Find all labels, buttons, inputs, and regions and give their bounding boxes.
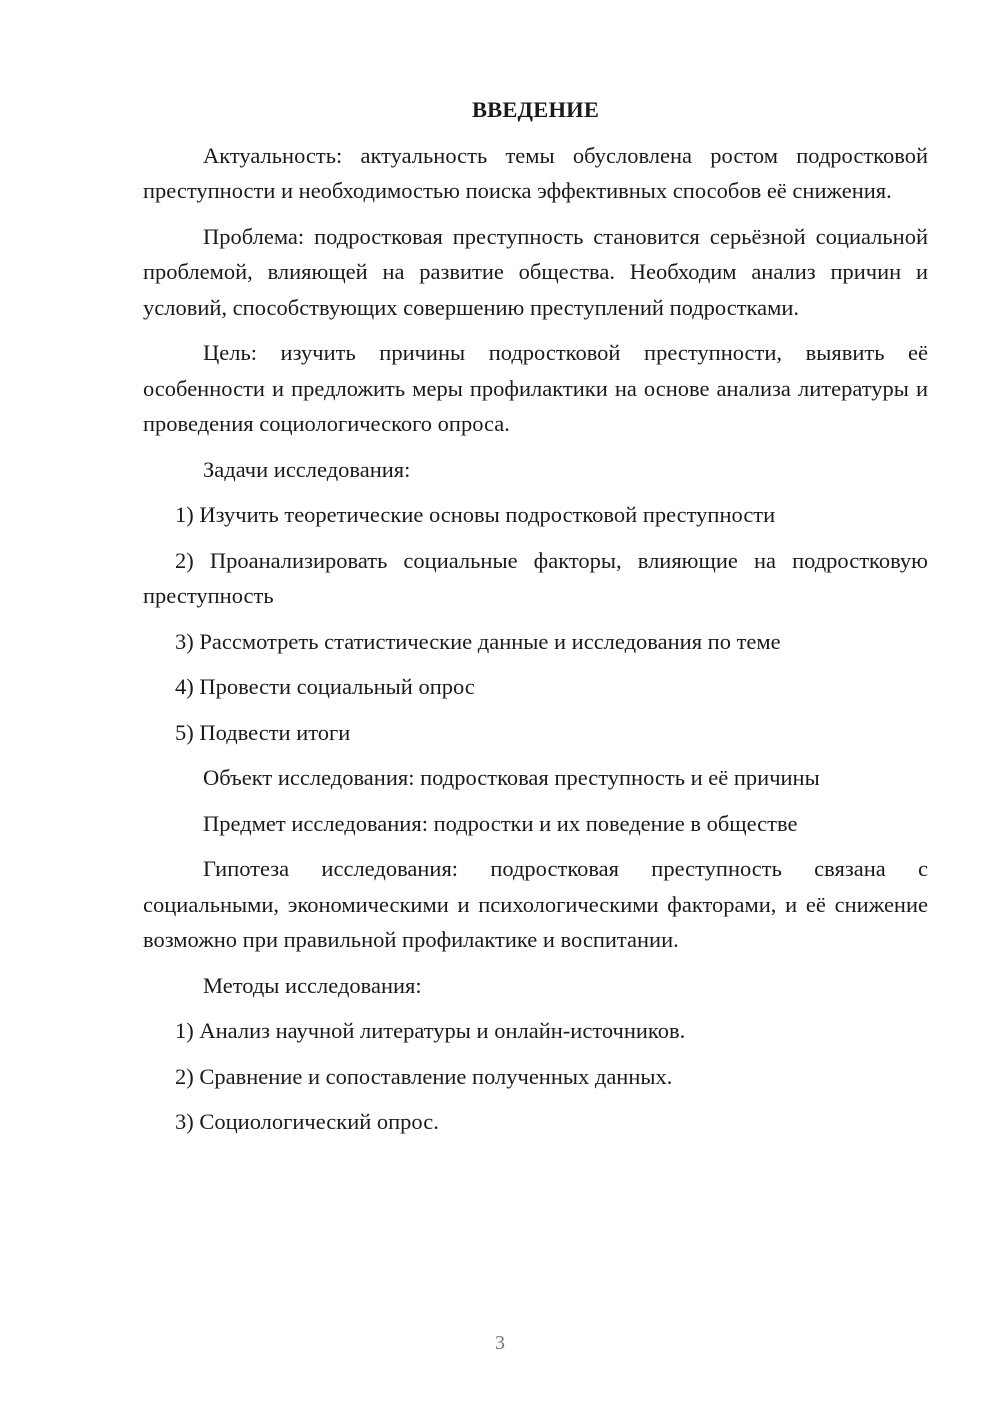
- task-item: 5) Подвести итоги: [175, 719, 351, 745]
- document-page: [143, 92, 928, 1150]
- problem-paragraph: Проблема: подростковая преступность становится серьёзной социальной проблемой, влияющей на развитие общества. Необходим анализ причин и условий, способствующих совершению преступлений подростками.: [143, 223, 928, 320]
- task-item: 4) Провести социальный опрос: [175, 674, 475, 699]
- tasks-heading: Задачи исследования:: [203, 456, 411, 482]
- relevance-paragraph: Актуальность: актуальность темы обусловлена ростом подростковой преступности и необходимостью поиска эффективных способов её снижения.: [143, 142, 928, 203]
- method-item: 3) Социологический опрос.: [175, 1109, 439, 1134]
- task-item: 1) Изучить теоретические основы подростковой преступности: [175, 502, 776, 527]
- hypothesis-paragraph: Гипотеза исследования: подростковая преступность связана с социальными, экономическими и психологическими факторами, и её снижение возможно при правильной профилактике и воспитании.: [143, 856, 928, 952]
- method-item: 1) Анализ научной литературы и онлайн-источников.: [175, 1018, 686, 1043]
- subject-line: Предмет исследования: подростки и их поведение в обществе: [203, 810, 798, 836]
- task-item: 3) Рассмотреть статистические данные и исследования по теме: [175, 628, 781, 654]
- task-item: 2) Проанализировать социальные факторы, влияющие на подростковую преступность: [143, 547, 928, 608]
- object-line: Объект исследования: подростковая преступность и её причины: [203, 765, 820, 790]
- section-title: ВВЕДЕНИЕ: [471, 97, 600, 122]
- method-item: 2) Сравнение и сопоставление полученных данных.: [175, 1063, 673, 1089]
- methods-heading: Методы исследования:: [203, 972, 422, 998]
- page-number: 3: [495, 1332, 505, 1354]
- goal-paragraph: Цель: изучить причины подростковой преступности, выявить её особенности и предложить меры профилактики на основе анализа литературы и проведения социологического опроса.: [143, 340, 928, 436]
